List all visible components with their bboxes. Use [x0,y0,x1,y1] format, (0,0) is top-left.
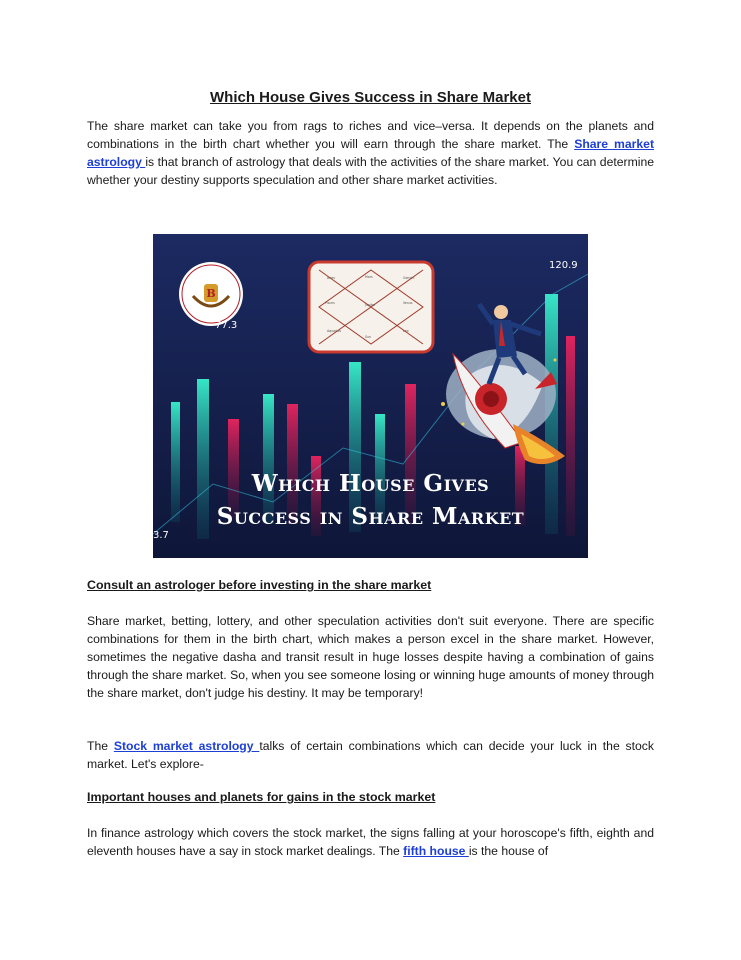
svg-text:Pisces: Pisces [325,301,335,305]
section-paragraph-stock-astrology [87,737,654,773]
svg-text:B: B [206,287,216,300]
stock-market-astrology-link[interactable]: Stock market astrology [113,739,260,753]
section-heading-houses: Important houses and planets for gains in the stock market [87,790,436,804]
article-banner-image [153,234,588,558]
chart-value-mid: 77.3 [215,320,238,331]
fifth-house-link[interactable]: fifth house [403,844,469,858]
svg-text:Gemini: Gemini [403,276,415,280]
chart-value-bottom: 3.7 [153,530,169,541]
intro-paragraph [87,117,654,189]
houses-text-2: is the house of [468,844,549,858]
intro-text-1: The share market can take you from rags to riches and vice–versa. It depends on the planets and combinations in the birth chart whether you will earn through the share market. The [87,119,654,151]
svg-text:Venus: Venus [403,301,413,305]
banner-headline-line-1: Which House Gives [251,470,490,497]
section-paragraph-consult: Share market, betting, lottery, and other speculation activities don't suit everyone. There are specific combinations for them in the birth chart, which makes a person excel in the share market. However, sometimes the negative dasha and transit result in huge losses despite having a combination of gains through the share market. So, when you see someone losing or winning huge amounts of money through the share market, don't judge his destiny. It may be temporary! [87,614,654,700]
chart-value-top: 120.9 [549,260,578,271]
section-paragraph-houses [87,824,654,860]
horoscope-chart [309,262,433,352]
section-heading-consult: Consult an astrologer before investing in the share market [87,578,432,592]
svg-text:Jupiter: Jupiter [365,303,376,307]
svg-text:Aquarius: Aquarius [327,329,341,333]
svg-text:Sun: Sun [365,335,372,339]
svg-text:Aries: Aries [327,276,335,280]
page-title: Which House Gives Success in Share Market [210,89,531,106]
stock-text-2: talks of certain combinations which can decide your luck in the stock market. Let's explore- [87,739,654,771]
houses-text-1: In finance astrology which covers the stock market, the signs falling at your horoscope's fifth, eighth and eleventh houses have a say in stock market dealings. The [87,826,654,858]
intro-text-2: is that branch of astrology that deals with the activities of the share market. You can determine whether your destiny supports speculation and other share market activities. [87,155,654,187]
svg-text:Leo: Leo [403,329,409,333]
share-market-astrology-link[interactable]: Share market astrology [87,137,655,169]
stock-text-1: The [87,739,114,753]
banner-headline-line-2: Success in Share Market [216,503,525,530]
brand-logo [179,262,243,326]
svg-text:Mars: Mars [365,275,373,279]
